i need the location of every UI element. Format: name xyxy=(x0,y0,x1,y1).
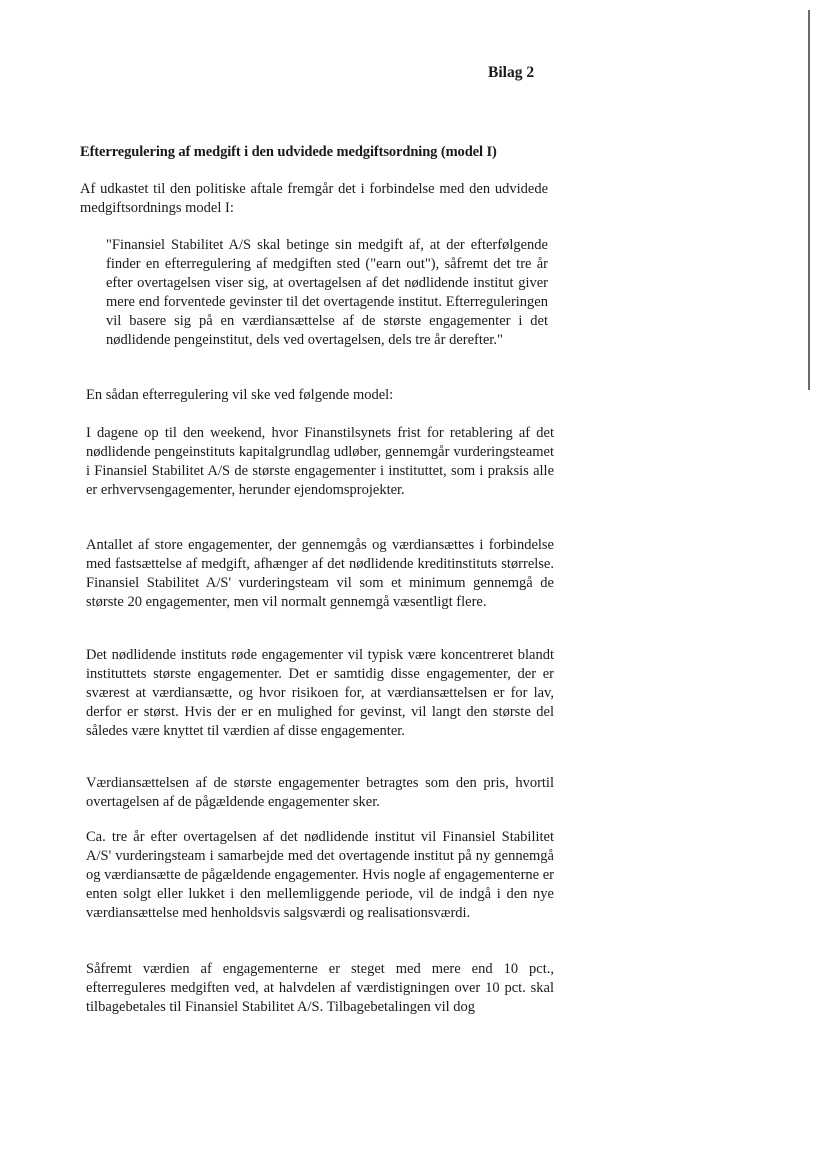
document-heading: Efterregulering af medgift i den udvidede medgiftsordning (model I) xyxy=(80,144,497,160)
appendix-label: Bilag 2 xyxy=(488,64,535,81)
paragraph-valuation-price: Værdiansættelsen af de største engagementer betragtes som den pris, hvortil overtagelsen af de pågældende engagementer sker. xyxy=(86,775,554,810)
paragraph-red-engagements: Det nødlidende instituts røde engagementer vil typisk være koncentreret blandt instituttets største engagementer. Det er samtidig disse engagementer, der er sværest at værdiansætte, og hvor risikoen for, at værdiansættelsen er for lav, derfor er størst. Hvis der er en mulighed for gevinst, vil langt den største del således være knyttet til værdien af disse engagementer. xyxy=(86,647,554,739)
scan-edge-line xyxy=(808,10,810,390)
paragraph-three-years-after: Ca. tre år efter overtagelsen af det nødlidende institut vil Finansiel Stabilitet A/S' vurderingsteam i samarbejde med det overtagende institut på ny gennemgå og værdiansætte de pågældende engagementer. Hvis nogle af engagementerne er enten solgt eller lukket i den mellemliggende periode, vil de indgå i den nye værdiansættelse med henholdsvis salgsværdi og realisationsværdi. xyxy=(86,829,554,921)
paragraph-model-intro: En sådan efterregulering vil ske ved følgende model: xyxy=(86,387,394,403)
intro-paragraph: Af udkastet til den politiske aftale fremgår det i forbindelse med den udvidede medgiftsordnings model I: xyxy=(80,181,548,216)
paragraph-number-of-engagements: Antallet af store engagementer, der gennemgås og værdiansættes i forbindelse med fastsættelse af medgift, afhænger af det nødlidende kreditinstituts størrelse. Finansiel Stabilitet A/S' vurderingsteam vil som et minimum gennemgå de største 20 engagementer, men vil normalt gennemgå væsentligt flere. xyxy=(86,537,554,610)
quoted-text: "Finansiel Stabilitet A/S skal betinge sin medgift af, at der efterfølgende finder en efterregulering af medgiften sted ("earn out"), såfremt det tre år efter overtagelsen viser sig, at overtagelsen af det nødlidende institut giver mere end forventede gevinster til det overtagende institut. Efterreguleringen vil basere sig på en værdiansættelse af de største engagementer i det nødlidende pengeinstitut, dels ved overtagelsen, dels tre år derefter." xyxy=(106,237,548,348)
paragraph-repayment: Såfremt værdien af engagementerne er steget med mere end 10 pct., efterreguleres medgiften ved, at halvdelen af værdistigningen over 10 pct. skal tilbagebetales til Finansiel Stabilitet A/S. Tilbagebetalingen vil dog xyxy=(86,961,554,1015)
paragraph-review-team: I dagene op til den weekend, hvor Finanstilsynets frist for retablering af det nødlidende pengeinstituts kapitalgrundlag udløber, gennemgår vurderingsteamet i Finansiel Stabilitet A/S de største engagementer i instituttet, som i praksis alle er erhvervsengagementer, herunder ejendomsprojekter. xyxy=(86,425,554,498)
